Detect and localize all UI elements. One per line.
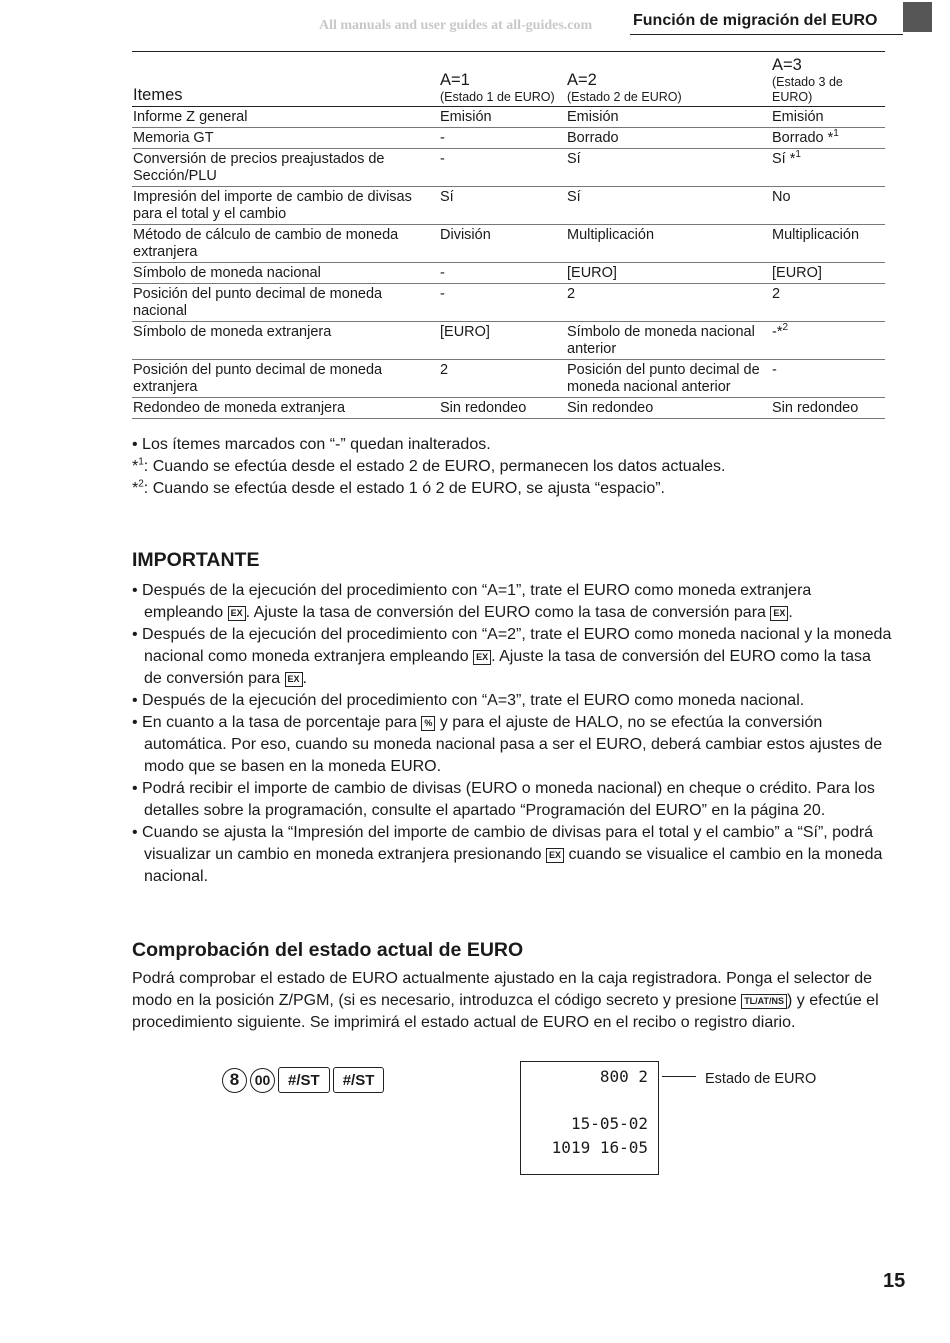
ex-key-icon: EX (285, 672, 303, 687)
header-a2: A=2 (Estado 2 de EURO) (566, 52, 771, 107)
percent-key-icon: % (421, 716, 435, 731)
tl-key-icon: TL/AT/NS (741, 994, 787, 1009)
row-item: Método de cálculo de cambio de moneda extranjera (132, 225, 439, 263)
table-row (132, 263, 885, 284)
header-a3: A=3 (Estado 3 de EURO) (771, 52, 885, 107)
row-a3: Sin redondeo (771, 398, 885, 419)
bullet-a3: • Después de la ejecución del procedimiento con “A=3”, trate el EURO como moneda nacional. (132, 692, 805, 709)
row-a2: Emisión (566, 107, 771, 128)
table-row (132, 398, 885, 419)
row-a2: Símbolo de moneda nacional anterior (566, 322, 771, 360)
table-row (132, 360, 885, 398)
ex-key-icon: EX (473, 650, 491, 665)
callout-leader-line (662, 1076, 696, 1077)
importante-bullets (132, 580, 892, 888)
row-a1: División (439, 225, 566, 263)
key-st-icon: #/ST (278, 1067, 330, 1093)
row-item: Redondeo de moneda extranjera (132, 398, 439, 419)
row-a1: [EURO] (439, 322, 566, 360)
watermark: All manuals and user guides at all-guides.com (319, 18, 593, 33)
row-a2: Posición del punto decimal de moneda nacional anterior (566, 360, 771, 398)
note-footnote-2: *$^2$: Cuando se efectúa desde el estado 1 ó 2 de EURO, se ajusta “espacio”. (132, 478, 665, 497)
row-item: Memoria GT (132, 128, 439, 149)
row-item: Conversión de precios preajustados de Sección/PLU (132, 149, 439, 187)
table-notes (132, 434, 726, 500)
row-a1: - (439, 263, 566, 284)
row-a2: Borrado (566, 128, 771, 149)
ex-key-icon: EX (770, 606, 788, 621)
row-a3: - (771, 360, 885, 398)
row-a3: Multiplicación (771, 225, 885, 263)
key-00-icon: 00 (250, 1068, 275, 1093)
row-a2: Sí (566, 187, 771, 225)
row-a3: 2 (771, 284, 885, 322)
bullet-percent: • En cuanto a la tasa de porcentaje para % y para el ajuste de HALO, no se efectúa la conversión automática. Por eso, cuando su moneda nacional pasa a ser el EURO, deberá cambiar estos ajustes de modo que se basen en la moneda EURO. (132, 714, 883, 775)
row-a1: - (439, 284, 566, 322)
table-row (132, 187, 885, 225)
ex-key-icon: EX (228, 606, 246, 621)
row-item: Símbolo de moneda nacional (132, 263, 439, 284)
importante-heading: IMPORTANTE (132, 549, 260, 571)
note-unchanged: • Los ítemes marcados con “-” quedan inalterados. (132, 436, 491, 453)
receipt-date-line: 15-05-02 (570, 1114, 648, 1133)
row-a1: Emisión (439, 107, 566, 128)
row-a2: [EURO] (566, 263, 771, 284)
note-footnote-1: *$^1$: Cuando se efectúa desde el estado 2 de EURO, permanecen los datos actuales. (132, 456, 726, 475)
table-row (132, 149, 885, 187)
row-a3: Emisión (771, 107, 885, 128)
row-item: Posición del punto decimal de moneda nacional (132, 284, 439, 322)
row-a3: Borrado *$^1$ (771, 128, 885, 149)
receipt-status-line: 800 2 (599, 1067, 648, 1086)
header-tab-marker (903, 2, 932, 32)
header-a1: A=1 (Estado 1 de EURO) (439, 52, 566, 107)
key-8-icon: 8 (222, 1068, 247, 1093)
row-a3: Sí *$^1$ (771, 149, 885, 187)
bullet-a2: • Después de la ejecución del procedimiento con “A=2”, trate el EURO como moneda nacional y la moneda nacional como moneda extranjera empleando EX . Ajuste la tasa de conversión del EURO como la tasa de conversión para EX . (132, 626, 892, 687)
row-a3: [EURO] (771, 263, 885, 284)
receipt-time-line: 1019 16-05 (551, 1138, 648, 1157)
row-a1: Sin redondeo (439, 398, 566, 419)
euro-state-table (132, 51, 885, 419)
page-number: 15 (883, 1270, 906, 1292)
table-row (132, 128, 885, 149)
row-a2: 2 (566, 284, 771, 322)
row-a1: - (439, 128, 566, 149)
table-row (132, 322, 885, 360)
page-header-title: Función de migración del EURO (630, 9, 903, 35)
bullet-cheque: • Podrá recibir el importe de cambio de divisas (EURO o moneda nacional) en cheque o crédito. Para los detalles sobre la programación, consulte el apartado “Programación del EURO” en la página 20. (132, 780, 875, 819)
header-items: Itemes (132, 52, 439, 107)
row-a1: - (439, 149, 566, 187)
row-item: Símbolo de moneda extranjera (132, 322, 439, 360)
row-item: Impresión del importe de cambio de divisas para el total y el cambio (132, 187, 439, 225)
table-row (132, 107, 885, 128)
bullet-a1: • Después de la ejecución del procedimiento con “A=1”, trate el EURO como moneda extranjera empleando EX . Ajuste la tasa de conversión del EURO como la tasa de conversión para EX . (132, 582, 812, 621)
ex-key-icon: EX (546, 848, 564, 863)
row-a2: Sin redondeo (566, 398, 771, 419)
key-sequence (222, 1066, 384, 1094)
row-a3: -*$^2$ (771, 322, 885, 360)
row-a1: 2 (439, 360, 566, 398)
table-row (132, 284, 885, 322)
row-a2: Sí (566, 149, 771, 187)
row-item: Posición del punto decimal de moneda extranjera (132, 360, 439, 398)
comprobacion-heading: Comprobación del estado actual de EURO (132, 939, 524, 961)
table-header-row (132, 52, 885, 107)
bullet-change: • Cuando se ajusta la “Impresión del importe de cambio de divisas para el total y el cambio” a “Sí”, podrá visualizar un cambio en moneda extranjera presionando EX cuando se visualice el cambio en la moneda nacional. (132, 824, 883, 885)
comprobacion-paragraph: Podrá comprobar el estado de EURO actualmente ajustado en la caja registradora. Ponga el selector de modo en la posición Z/PGM, (si es necesario, introduzca el código secreto y presione TL/AT/NS ) y efectúe el procedimiento siguiente. Se imprimirá el estado actual de EURO en el recibo o registro diario. (132, 970, 879, 1031)
receipt-printout (520, 1061, 659, 1175)
row-a2: Multiplicación (566, 225, 771, 263)
callout-label: Estado de EURO (705, 1071, 817, 1087)
row-item: Informe Z general (132, 107, 439, 128)
key-st-icon: #/ST (333, 1067, 385, 1093)
row-a1: Sí (439, 187, 566, 225)
table-row (132, 225, 885, 263)
row-a3: No (771, 187, 885, 225)
